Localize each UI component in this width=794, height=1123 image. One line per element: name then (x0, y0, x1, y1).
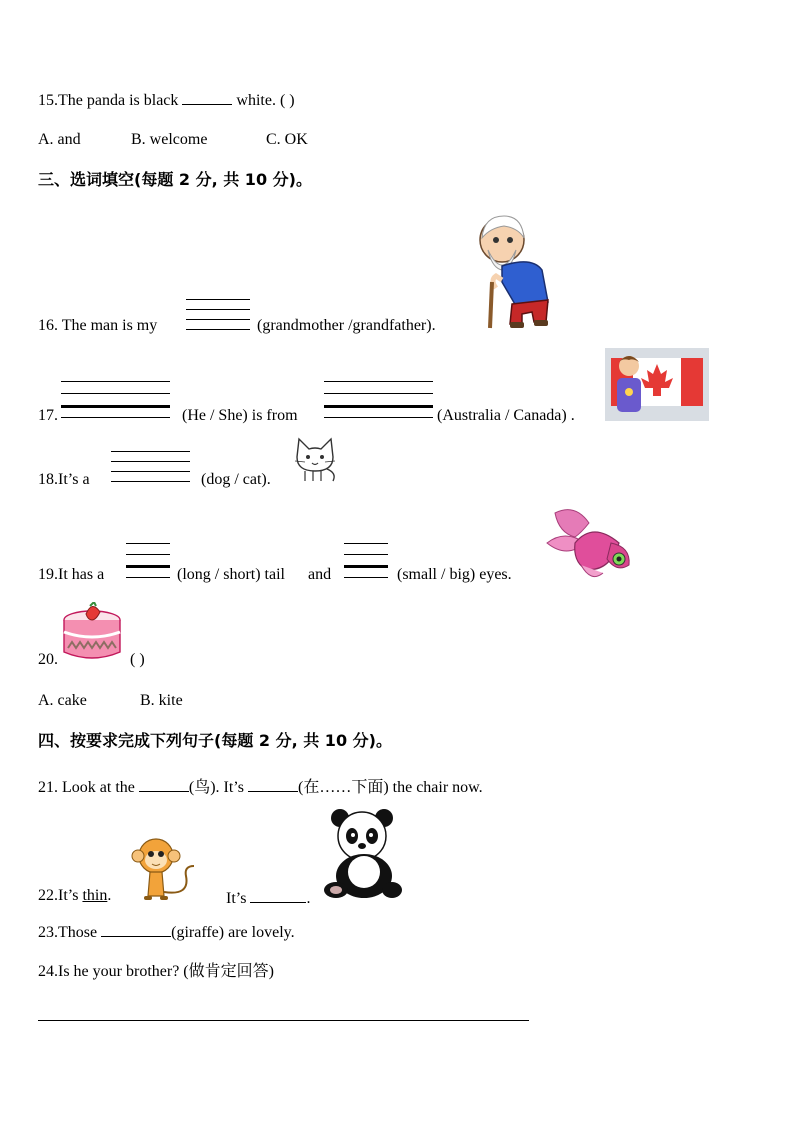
question-text: It’s (58, 887, 83, 904)
question-text: . (306, 890, 311, 907)
question-text: (在……下面) the chair now. (297, 779, 483, 796)
answer-blank[interactable] (101, 920, 171, 937)
goldfish-icon (545, 503, 640, 583)
question-number: 23. (38, 924, 58, 941)
question-22-part-2 (226, 886, 310, 909)
underlined-word: thin (82, 887, 108, 904)
question-text: Is he your brother? (做肯定回答) (58, 963, 274, 980)
four-line-writing-grid[interactable] (186, 299, 250, 331)
q19-word-choice-2: (small / big) eyes. (397, 566, 512, 583)
question-text: Look at the (58, 779, 139, 796)
question-text: The man is my (58, 317, 158, 334)
question-number: 15. (38, 92, 58, 109)
q15-option-b: B. welcome (131, 131, 208, 148)
four-line-writing-grid[interactable] (344, 543, 388, 579)
answer-line[interactable] (38, 1020, 529, 1021)
q19-and: and (308, 566, 332, 583)
question-17-number: 17. (38, 407, 58, 424)
q18-word-choice: (dog / cat). (201, 471, 271, 488)
question-15 (38, 88, 295, 111)
four-line-writing-grid[interactable] (61, 381, 170, 419)
cat-icon (291, 435, 339, 483)
four-line-writing-grid[interactable] (111, 451, 190, 483)
q17-word-choice: (Australia / Canada) . (437, 407, 575, 424)
question-text: (鸟). It’s (188, 779, 248, 796)
q19-word-choice-1: (long / short) tail (177, 566, 285, 583)
section-4-title: 四、按要求完成下列句子(每题 2 分, 共 10 分)。 (38, 731, 392, 750)
question-21 (38, 775, 483, 798)
question-text: It’s (226, 890, 251, 907)
question-number: 18. (38, 471, 58, 488)
question-24 (38, 962, 274, 982)
question-text: . (107, 887, 112, 904)
q20-option-b: B. kite (140, 692, 183, 709)
q17-text: (He / She) is from (182, 407, 298, 424)
answer-blank[interactable] (250, 886, 306, 903)
question-text: (giraffe) are lovely. (171, 924, 295, 941)
grandfather-icon (472, 210, 554, 332)
monkey-icon (130, 836, 204, 902)
question-16 (38, 316, 157, 336)
q15-option-c: C. OK (266, 131, 308, 148)
q20-option-a: A. cake (38, 692, 87, 709)
section-3-title: 三、选词填空(每题 2 分, 共 10 分)。 (38, 170, 312, 189)
q15-option-a: A. and (38, 131, 81, 148)
q16-word-choice: (grandmother /grandfather). (257, 317, 436, 334)
answer-blank[interactable] (139, 775, 189, 792)
question-20-number: 20. (38, 651, 58, 668)
question-22 (38, 886, 111, 906)
question-number: 21. (38, 779, 58, 796)
question-number: 24. (38, 963, 58, 980)
boy-with-canada-flag-icon (605, 348, 709, 421)
answer-parenthesis[interactable]: ( ) (130, 651, 145, 668)
question-18 (38, 470, 90, 490)
question-text: The panda is black (58, 92, 183, 109)
four-line-writing-grid[interactable] (126, 543, 170, 579)
question-number: 16. (38, 317, 58, 334)
four-line-writing-grid[interactable] (324, 381, 433, 419)
answer-blank[interactable] (182, 88, 232, 105)
question-23 (38, 920, 295, 943)
answer-blank[interactable] (248, 775, 298, 792)
question-text-end: white. ( ) (232, 92, 295, 109)
question-number: 19. (38, 566, 58, 583)
strawberry-cake-icon (62, 602, 122, 664)
question-text: It has a (58, 566, 105, 583)
question-text: Those (58, 924, 102, 941)
question-19 (38, 565, 104, 585)
panda-icon (322, 806, 404, 900)
question-number: 22. (38, 887, 58, 904)
question-text: It’s a (58, 471, 90, 488)
